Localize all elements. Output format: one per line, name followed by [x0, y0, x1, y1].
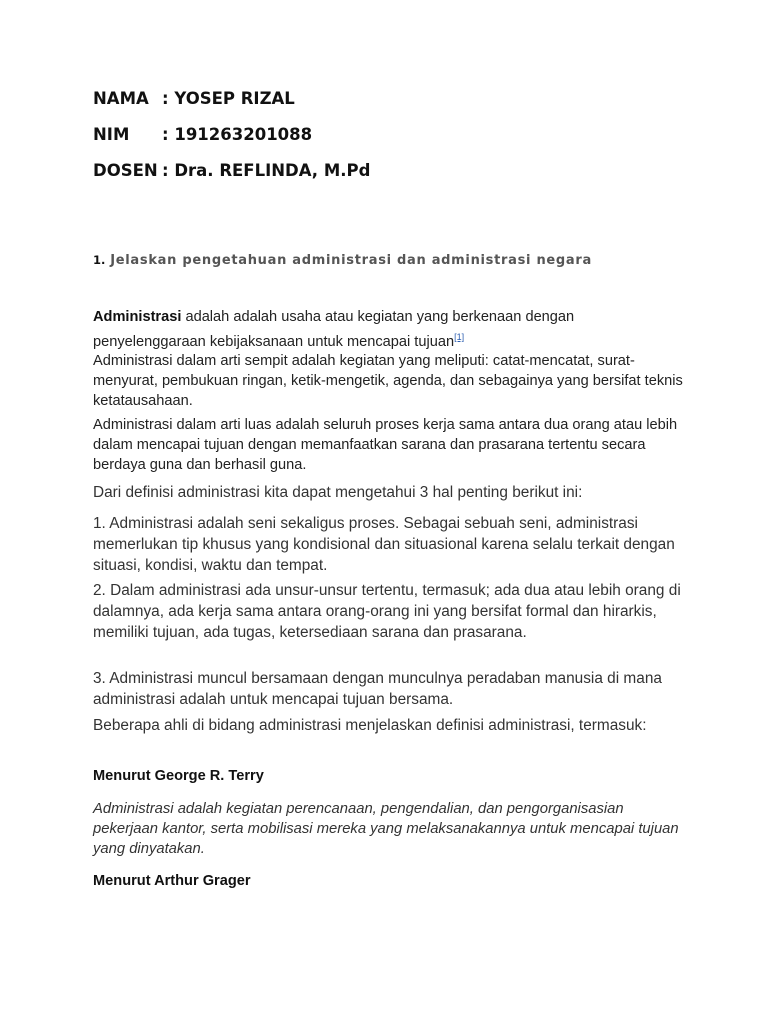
lecturer-line: [93, 161, 370, 180]
paragraph-intro-points: Dari definisi administrasi kita dapat mengetahui 3 hal penting berikut ini:: [93, 484, 583, 501]
quote-terry: Administrasi adalah kegiatan perencanaan, pengendalian, dan pengorganisasian pekerjaan kantor, serta mobilisasi mereka yang melaksanakannya untuk mencapai tujuan yang dinyatakan.: [93, 801, 679, 857]
point-3: 3. Administrasi muncul bersamaan dengan munculnya peradaban manusia di mana administrasi adalah untuk mencapai tujuan bersama.: [93, 670, 662, 708]
student-name-line: [93, 89, 295, 108]
expert-heading-terry: Menurut George R. Terry: [93, 768, 264, 784]
paragraph-definition: [93, 307, 683, 352]
nim-label: NIM: [93, 125, 130, 144]
dosen-label: DOSEN: [93, 161, 158, 180]
expert-heading-grager: Menurut Arthur Grager: [93, 873, 251, 889]
footnote-link[interactable]: [1]: [454, 332, 465, 342]
question-number: 1.: [93, 253, 106, 267]
term-administrasi: Administrasi: [93, 309, 182, 325]
paragraph-experts-intro: Beberapa ahli di bidang administrasi menjelaskan definisi administrasi, termasuk:: [93, 717, 647, 734]
definition-text: adalah adalah usaha atau kegiatan yang berkenaan dengan penyelenggaraan kebijaksanaan untuk mencapai tujuan: [93, 309, 575, 350]
paragraph-narrow-meaning: Administrasi dalam arti sempit adalah kegiatan yang meliputi: catat-mencatat, surat-menyurat, pembukuan ringan, ketik-mengetik, agenda, dan sebagainya yang bersifat teknis ketatausahaan.: [93, 353, 683, 409]
question-heading: [93, 253, 592, 268]
nama-label: NAMA: [93, 89, 149, 108]
dosen-value: : Dra. REFLINDA, M.Pd: [162, 161, 371, 180]
nim-value: : 191263201088: [162, 125, 313, 144]
student-nim-line: [93, 125, 312, 144]
paragraph-broad-meaning: Administrasi dalam arti luas adalah seluruh proses kerja sama antara dua orang atau lebih dalam mencapai tujuan dengan memanfaatkan sarana dan prasarana tertentu secara berdaya guna dan berhasil guna.: [93, 417, 678, 473]
point-1: 1. Administrasi adalah seni sekaligus proses. Sebagai sebuah seni, administrasi memerlukan tip khusus yang kondisional dan situasional karena selalu terkait dengan situasi, kondisi, waktu dan tempat.: [93, 515, 675, 574]
point-2: 2. Dalam administrasi ada unsur-unsur tertentu, termasuk; ada dua atau lebih orang di dalamnya, ada kerja sama antara orang-orang ini yang bersifat formal dan hirarkis, memiliki tujuan, ada tugas, ketersediaan sarana dan prasarana.: [93, 582, 681, 641]
question-text: Jelaskan pengetahuan administrasi dan administrasi negara: [110, 253, 592, 268]
nama-value: : YOSEP RIZAL: [162, 89, 295, 108]
